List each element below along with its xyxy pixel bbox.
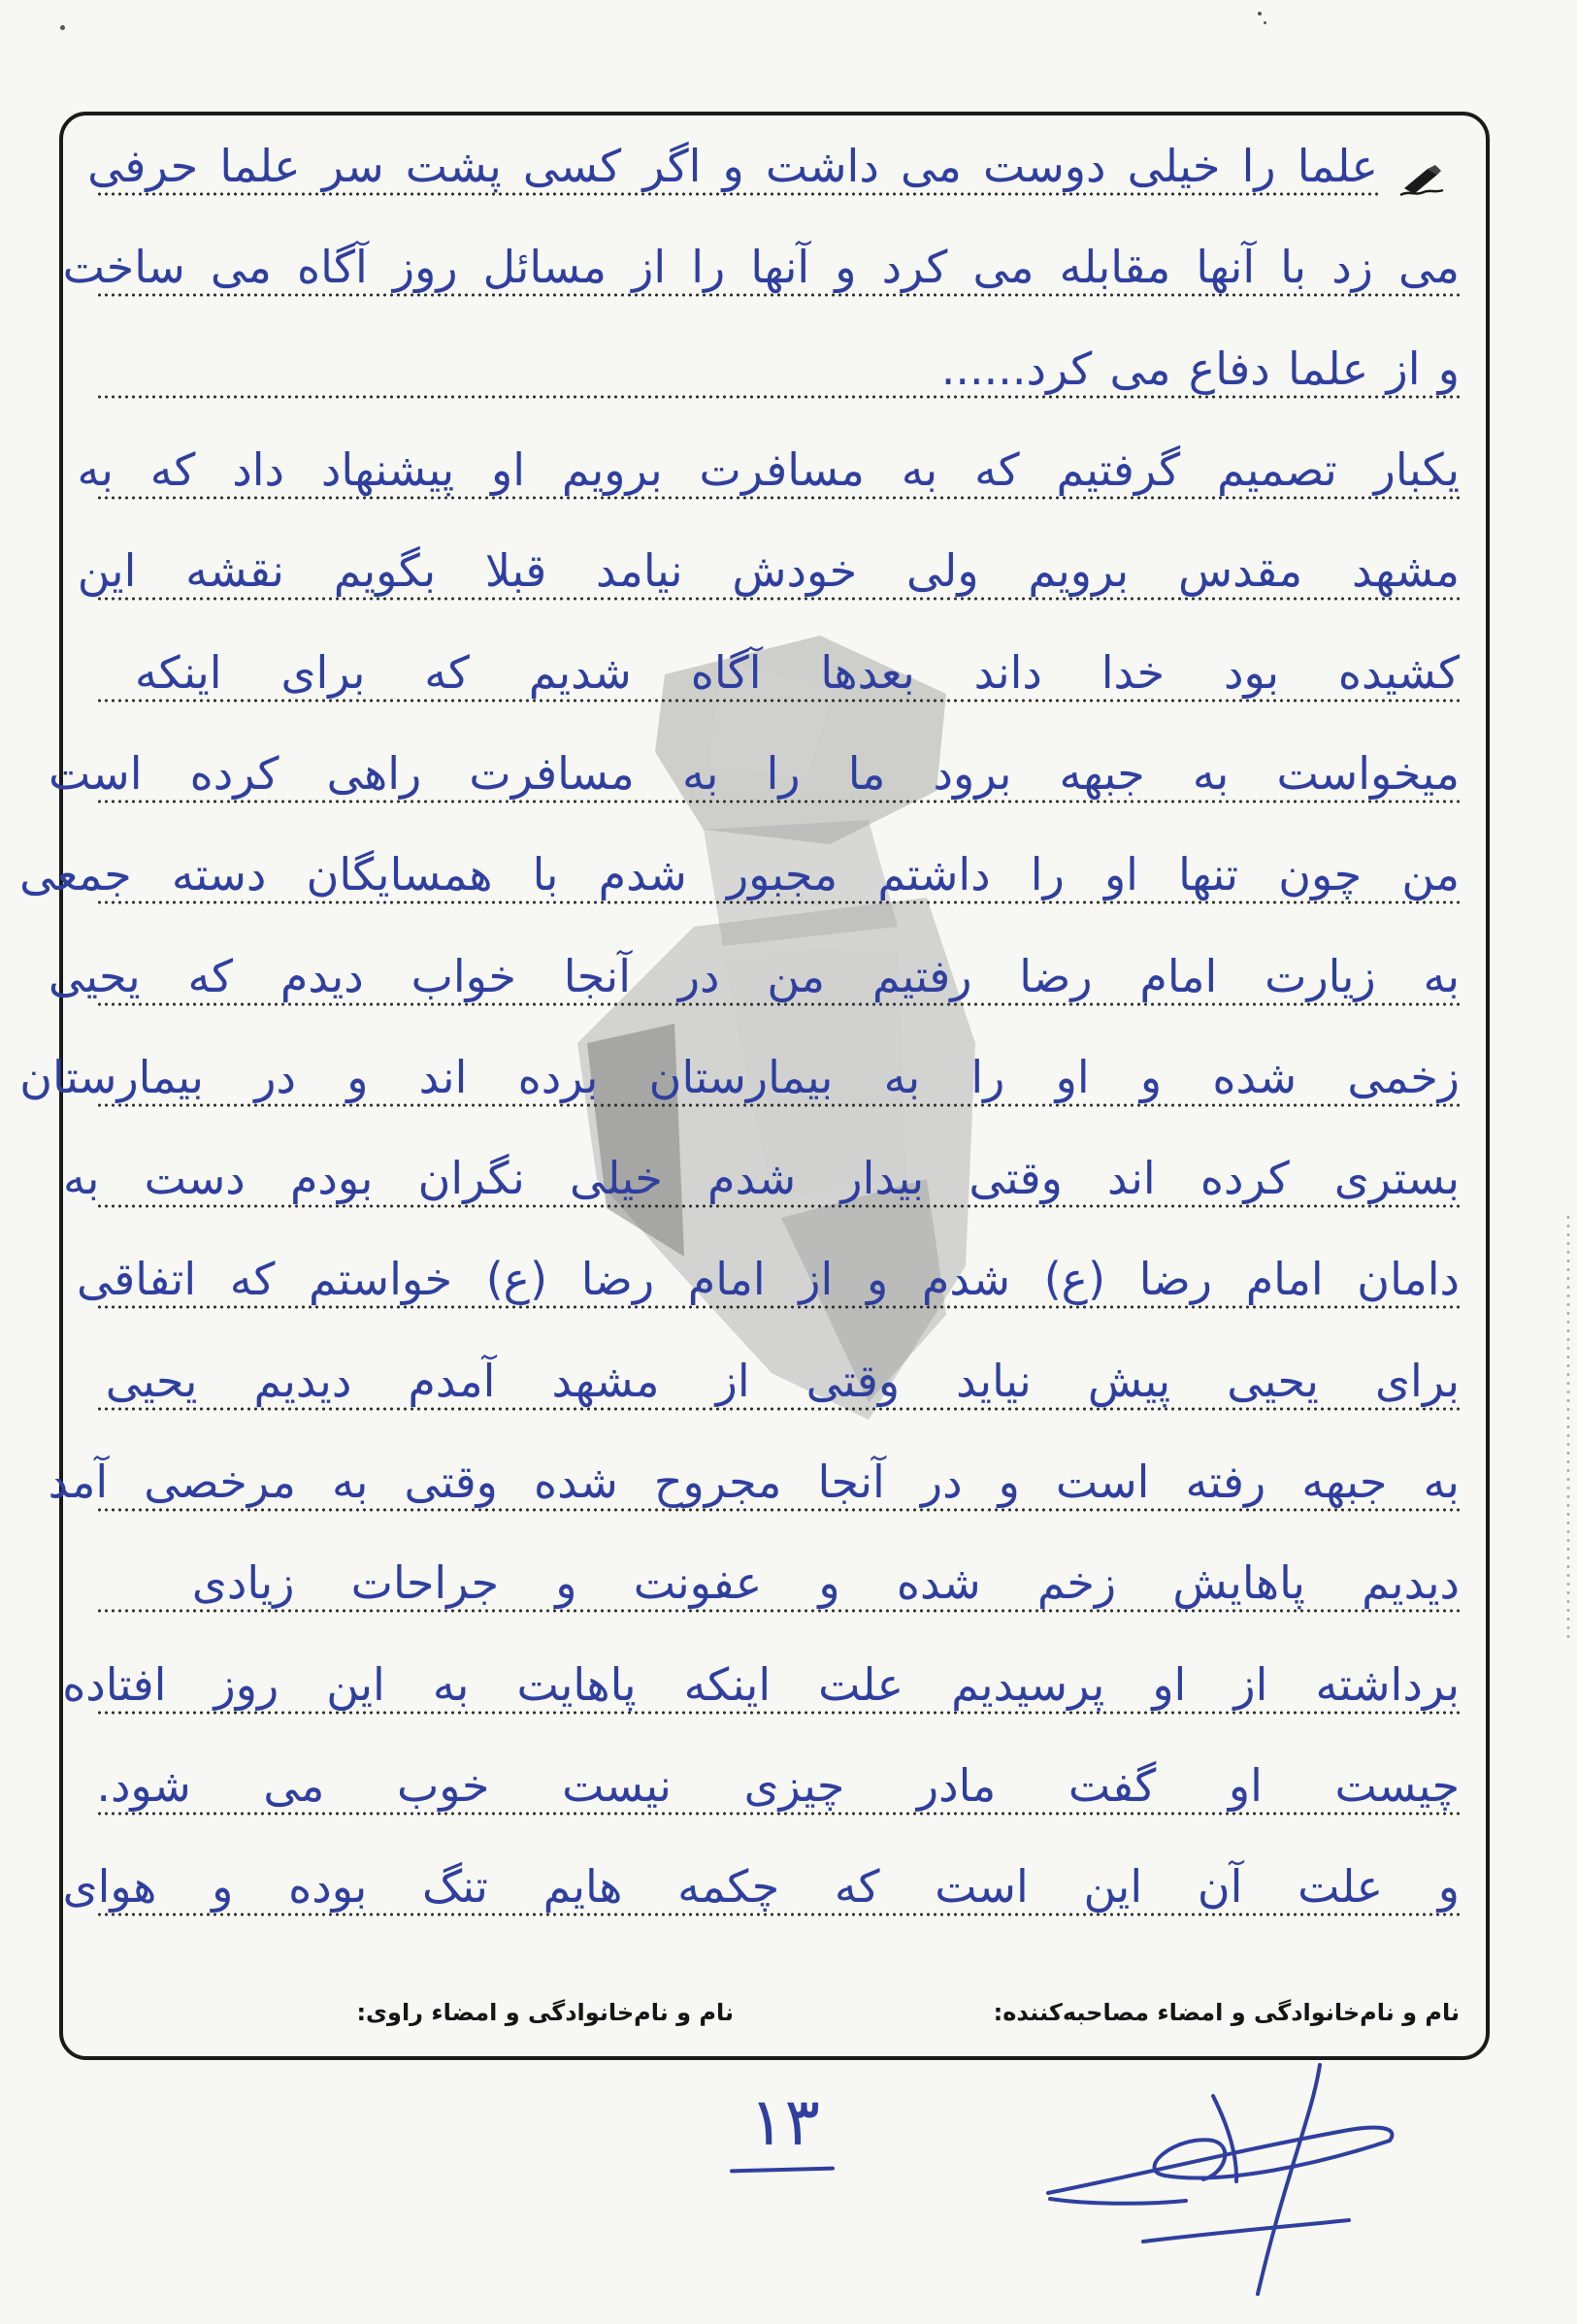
handwritten-line	[19, 535, 1460, 606]
handwritten-text: کشیده بود خدا داند بعدها آگاه شدیم که برای اینکه	[135, 646, 1460, 699]
handwritten-line	[19, 1850, 1460, 1922]
handwritten-text: به جبهه رفته است و در آنجا مجروح شده وقتی به مرخصی آمد	[48, 1456, 1460, 1508]
interviewer-signature-label: نام و نام‌خانوادگی و امضاء مصاحبه‌کننده:	[993, 1999, 1460, 2026]
pen-icon	[1398, 163, 1447, 198]
handwritten-line	[19, 1142, 1460, 1214]
handwritten-text: برای یحیی پیش نیاید وقتی از مشهد آمدم دیدیم یحیی	[105, 1355, 1460, 1407]
handwritten-text: من چون تنها او را داشتم مجبور شدم با همسایگان دسته جمعی	[19, 848, 1460, 900]
handwritten-text: یکبار تصمیم گرفتیم که به مسافرت برویم او پیشنهاد داد که به	[77, 443, 1460, 496]
page-number-underline	[730, 2167, 835, 2174]
handwritten-line	[19, 637, 1460, 708]
handwritten-text: به زیارت امام رضا رفتیم من در آنجا خواب دیدم که یحیی	[48, 950, 1460, 1002]
handwritten-text: دیدیم پاهایش زخم شده و عفونت و جراحات زیادی	[191, 1556, 1460, 1609]
narrator-signature-label: نام و نام‌خانوادگی و امضاء راوی:	[356, 1999, 734, 2026]
handwritten-line	[19, 1345, 1460, 1417]
handwritten-text: علما را خیلی دوست می داشت و اگر کسی پشت سر علما حرفی	[87, 140, 1378, 192]
signature	[1029, 2057, 1417, 2300]
handwritten-line	[19, 737, 1460, 809]
handwritten-line	[19, 231, 1460, 303]
handwritten-text: زخمی شده و او را به بیمارستان برده اند و در بیمارستان	[19, 1051, 1460, 1103]
handwritten-text: بستری کرده اند وقتی بیدار شدم خیلی نگران بودم دست به	[62, 1152, 1460, 1204]
handwritten-line	[19, 1750, 1460, 1821]
handwritten-text: چیست او گفت مادر چیزی نیست خوب می شود.	[96, 1759, 1460, 1812]
handwritten-line	[19, 1243, 1460, 1315]
handwritten-text: و علت آن این است که چکمه هایم تنگ بوده و هوای	[62, 1860, 1460, 1913]
handwritten-line	[19, 1547, 1460, 1619]
scan-edge-artifact	[1566, 1213, 1570, 1640]
handwritten-line	[19, 838, 1460, 910]
handwritten-text: میخواست به جبهه برود ما را به مسافرت راهی کرده است	[49, 747, 1460, 800]
handwritten-text: و از علما دفاع می کرد......	[940, 343, 1460, 395]
handwritten-text: برداشته از او پرسیدیم علت اینکه پاهایت به این روز افتاده	[62, 1658, 1460, 1711]
handwritten-line	[19, 1446, 1460, 1518]
scan-speck	[60, 25, 65, 30]
handwritten-line	[19, 333, 1460, 405]
scan-speck	[1258, 12, 1262, 16]
handwritten-line	[19, 434, 1460, 506]
handwritten-line	[19, 1041, 1460, 1113]
handwritten-line	[19, 940, 1460, 1012]
handwritten-text: دامان امام رضا (ع) شدم و از امام رضا (ع) خواستم که اتفاقی	[76, 1253, 1460, 1305]
page-number: ۱۳	[749, 2084, 821, 2161]
handwritten-line	[19, 130, 1378, 202]
handwritten-line	[19, 1649, 1460, 1720]
scan-speck	[1264, 21, 1266, 24]
handwritten-text: می زد با آنها مقابله می کرد و آنها را از مسائل روز آگاه می ساخت	[62, 241, 1460, 293]
handwritten-text: مشهد مقدس برویم ولی خودش نیامد قبلا بگویم نقشه این	[77, 544, 1460, 597]
